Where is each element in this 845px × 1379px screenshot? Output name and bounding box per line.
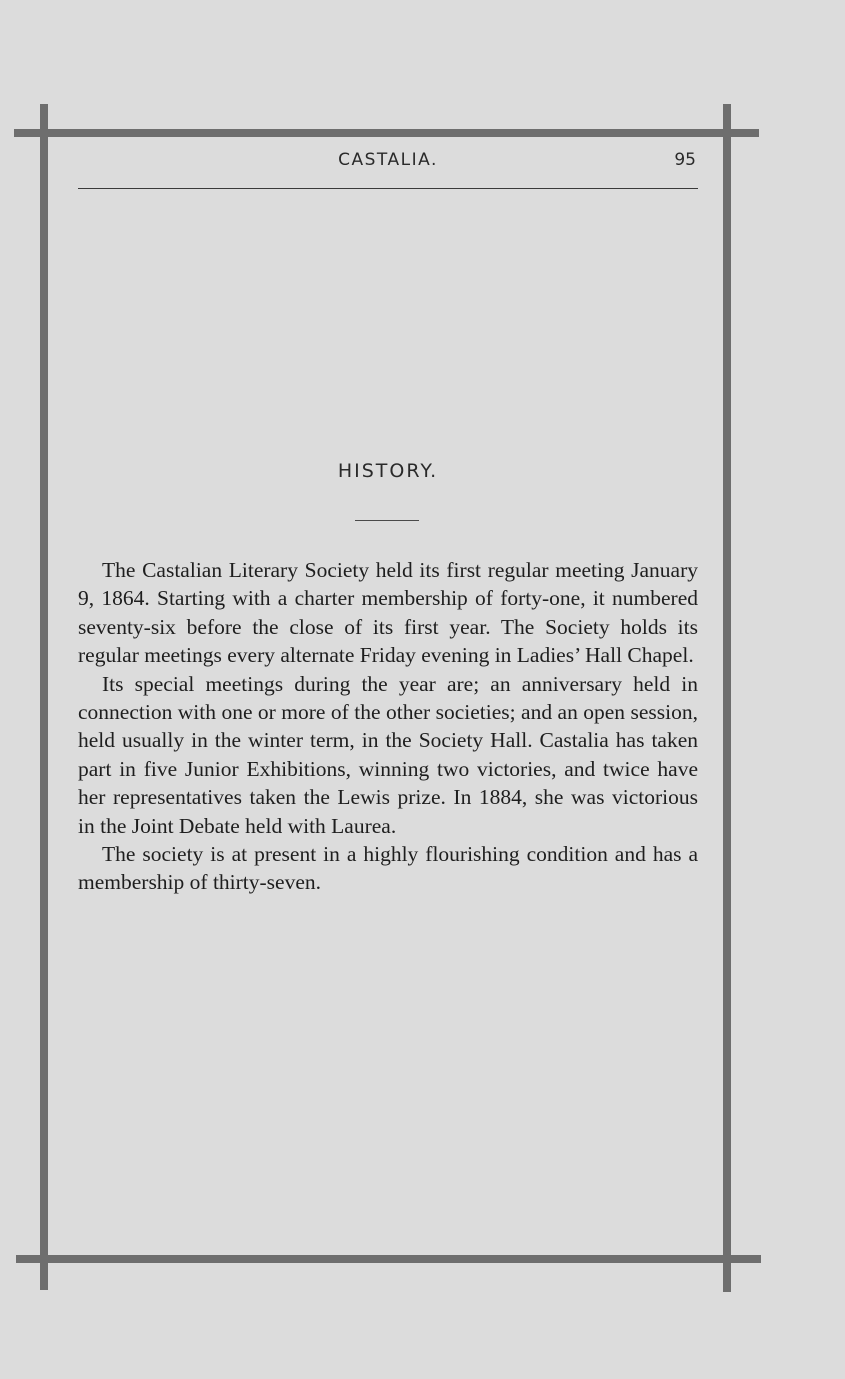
paragraph: The Castalian Literary Society held its first regular meeting January 9, 1864. Starting with a charter membership of forty-one, it numbered seventy-six before the close of its first year. The Society holds its regular meetings every alternate Friday evening in Ladies’ Hall Chapel.	[78, 558, 698, 668]
running-title: CASTALIA.	[338, 150, 438, 170]
running-head	[78, 150, 698, 178]
header-divider	[78, 188, 698, 189]
paragraph: The society is at present in a highly flourishing condition and has a membership of thirty-seven.	[78, 842, 698, 895]
page-number: 95	[674, 150, 696, 170]
paragraph: Its special meetings during the year are; an anniversary held in connection with one or more of the other societies; and an open session, held usually in the winter term, in the Society Hall. Castalia has taken part in five Junior Exhibitions, winning two victories, and twice have her representatives taken the Lewis prize. In 1884, she was victorious in the Joint Debate held with Laurea.	[78, 671, 698, 838]
section-title: HISTORY.	[337, 460, 439, 482]
border-rule-left	[40, 104, 48, 1290]
section-divider	[355, 520, 419, 521]
border-rule-top	[14, 129, 759, 137]
body-text	[78, 556, 698, 897]
border-rule-right	[723, 104, 731, 1292]
border-rule-bottom	[16, 1255, 761, 1263]
